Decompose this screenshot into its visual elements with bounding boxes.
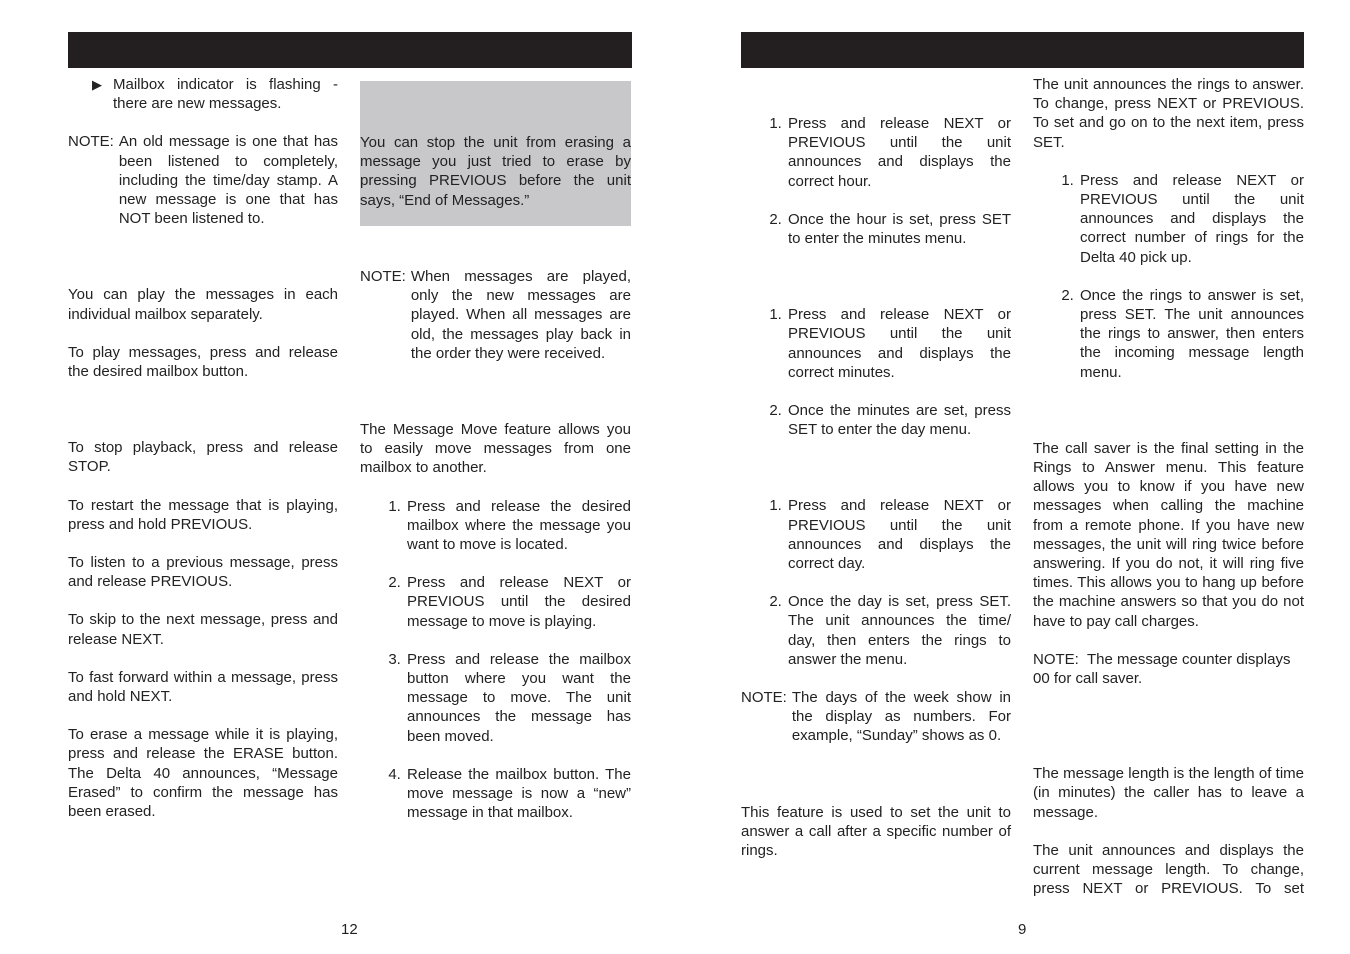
paragraph: To erase a message while it is playing, press and release the ERASE button. The Delta 40 announces, “Message Erased” to confirm the message has been erased. [68,726,338,821]
list-item: 1. Press and release NEXT or PREVIOUS until the unit announces and displays the correct day. [786,496,1011,573]
note-label: NOTE: [1033,650,1079,668]
paragraph: To play messages, press and release the desired mailbox button. [68,343,338,381]
call-saver-note [1033,650,1304,688]
old-message-note [68,132,338,228]
tip-text: You can stop the unit from erasing a message you just tried to erase by pressing PREVIOUS before the unit says, “End of Messages.” [360,134,631,209]
paragraph: To restart the message that is playing, press and hold PREVIOUS. [68,496,338,533]
paragraph: To stop playback, press and release STOP. [68,439,338,476]
list-item: 2. Once the rings to answer is set, press SET. The unit announces the rings to answer, then enters the incoming message length menu. [1078,286,1304,382]
list-item: 2. Once the hour is set, press SET to enter the minutes menu. [786,210,1011,248]
hour-steps [741,114,1011,248]
list-item: 1. Press and release NEXT or PREVIOUS until the unit announces and displays the correct number of rings for the Delta 40 pick up. [1078,171,1304,267]
note-text: The days of the week show in the display as numbers. For example, “Sunday” shows as 0. [791,689,1011,745]
paragraph: The message length is the length of time (in minutes) the caller has to leave a message. [1033,765,1304,821]
list-item: 3. Press and release the mailbox button where you want the message to move. The unit announces the message has been moved. [405,650,631,746]
message-move-steps [360,497,631,823]
left-page-column-1 [68,75,338,821]
note-label: NOTE: [360,268,406,285]
note-text: The message counter displays 00 for call saver. [1033,650,1291,688]
right-page-column-1 [741,114,1011,860]
page-number: 12 [341,921,358,938]
paragraph: To listen to a previous message, press and release PREVIOUS. [68,554,338,591]
day-steps [741,496,1011,669]
note-text: An old message is one that has been listened to completely, including the time/day stamp. A new message is one that has NOT been listened to. [118,133,338,228]
tip-box [360,81,631,226]
list-item: 1. Press and release NEXT or PREVIOUS until the unit announces and displays the correct minutes. [786,305,1011,382]
list-item: 2. Once the day is set, press SET. The unit announces the time/ day, then enters the rings to answer the menu. [786,592,1011,669]
paragraph: The call saver is the final setting in the Rings to Answer menu. This feature allows you to know if you have new messages when calling the machine from a remote phone. If you have new messages, the unit will ring twice before answering. If you do not, it will ring five times. This allows you to hang up before the machine answers so that you do not have to pay call charges. [1033,439,1304,630]
left-page-header-bar [68,32,632,68]
bullet-text: Mailbox indicator is flashing - there are new messages. [113,76,338,113]
list-item: 1. Press and release NEXT or PREVIOUS until the unit announces and displays the correct hour. [786,114,1011,191]
note-text: When messages are played, only the new messages are played. When all messages are old, the messages play back in the order they were received. [410,268,631,362]
right-page-header-bar [741,32,1304,68]
list-item: 1. Press and release the desired mailbox where the message you want to move is located. [405,497,631,555]
note-label: NOTE: [68,133,114,151]
playback-order-note [360,267,631,363]
paragraph: The unit announces and displays the current message length. To change, press NEXT or PREVIOUS. To set [1033,841,1304,898]
list-item: 4. Release the mailbox button. The move message is now a “new” message in that mailbox. [405,765,631,823]
paragraph: This feature is used to set the unit to answer a call after a specific number of rings. [741,803,1011,860]
paragraph: The Message Move feature allows you to easily move messages from one mailbox to another. [360,421,631,477]
paragraph: The unit announces the rings to answer. To change, press NEXT or PREVIOUS. To set and go on to the next item, press SET. [1033,76,1304,151]
mailbox-indicator-bullet [68,75,338,113]
triangle-bullet-icon: ▶ [92,77,102,92]
right-page-column-2 [1033,75,1304,899]
rings-steps [1033,171,1304,382]
paragraph: You can play the messages in each individual mailbox separately. [68,286,338,323]
minute-steps [741,305,1011,439]
list-item: 2. Press and release NEXT or PREVIOUS until the desired message to move is playing. [405,573,631,631]
note-label: NOTE: [741,689,787,707]
page-number: 9 [1018,921,1027,938]
list-item: 2. Once the minutes are set, press SET to enter the day menu. [786,401,1011,439]
paragraph: To skip to the next message, press and release NEXT. [68,611,338,648]
days-note [741,688,1011,746]
paragraph: To fast forward within a message, press and hold NEXT. [68,668,338,706]
left-page-column-2 [360,81,631,841]
